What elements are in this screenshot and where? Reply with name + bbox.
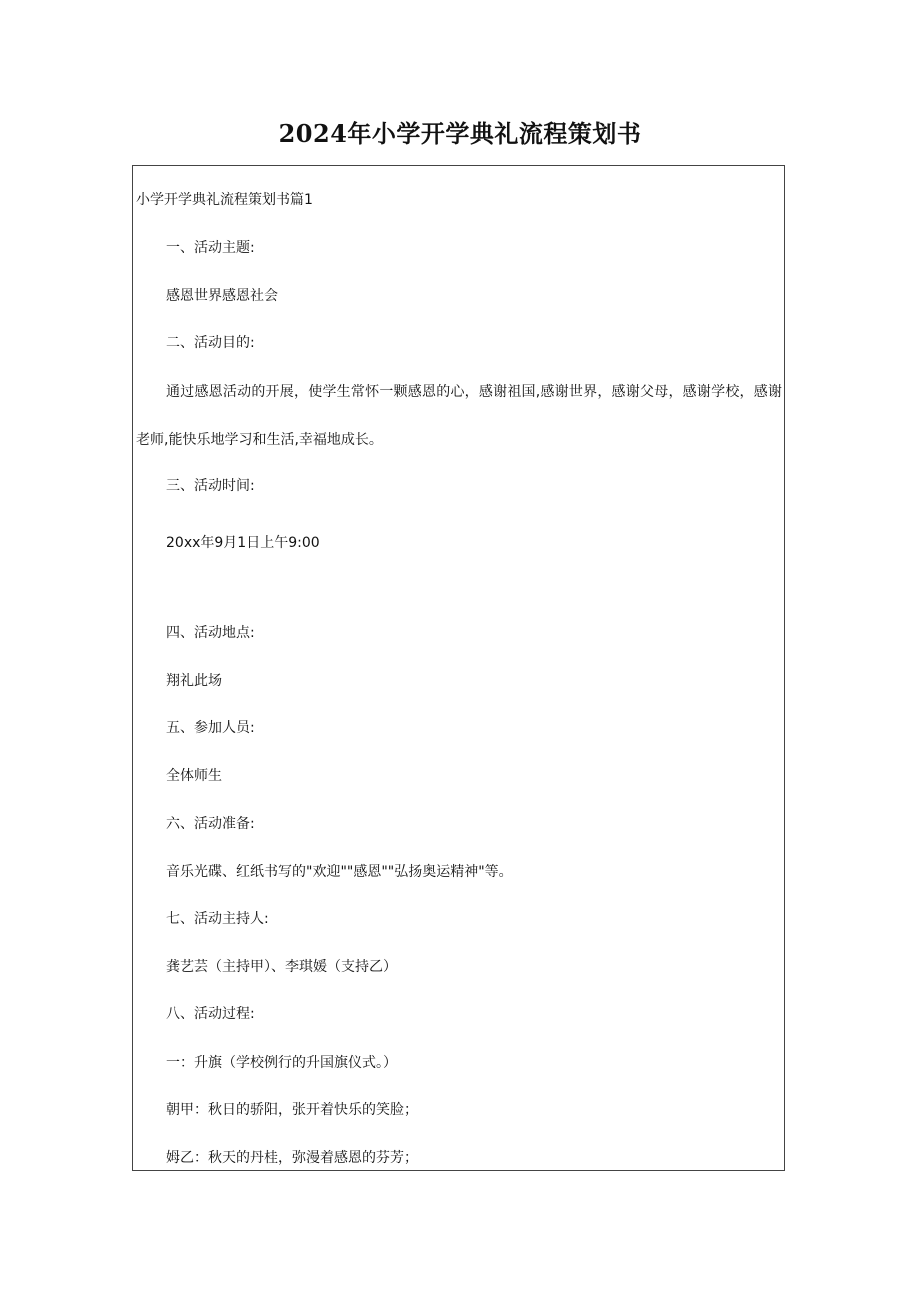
preparation-label: 六、活动准备: (166, 816, 255, 832)
participants-value: 全体师生 (166, 768, 222, 784)
section-heading: 小学开学典礼流程策划书篇1 (136, 192, 313, 208)
theme-label: 一、活动主题: (166, 240, 255, 256)
theme-value: 感恩世界感恩社会 (166, 288, 278, 304)
hosts-value: 龚艺芸（主持甲）、李琪媛（支持乙） (166, 959, 397, 975)
time-value: 20xx年9月1日上午9:00 (166, 535, 320, 551)
document-title: 2024年小学开学典礼流程策划书 (278, 119, 642, 148)
purpose-label: 二、活动目的: (166, 335, 255, 351)
time-label: 三、活动时间: (166, 478, 255, 494)
participants-label: 五、参加人员: (166, 720, 255, 736)
place-value: 翔礼此场 (166, 673, 222, 689)
place-label: 四、活动地点: (166, 625, 255, 641)
preparation-value: 音乐光碟、红纸书写的"欢迎""感恩""弘扬奥运精神"等。 (166, 864, 513, 880)
purpose-paragraph: 通过感恩活动的开展，使学生常怀一颗感恩的心，感谢祖国,感谢世界，感谢父母，感谢学校，感谢老师,能快乐地学习和生活,幸福地成长。 (136, 384, 782, 448)
hosts-label: 七、活动主持人: (166, 911, 269, 927)
document-body (132, 165, 785, 1171)
dialogue-line-b: 姆乙：秋天的丹桂，弥漫着感恩的芬芳； (166, 1150, 418, 1166)
process-label: 八、活动过程: (166, 1006, 255, 1022)
process-step-1: 一：升旗（学校例行的升国旗仪式。） (166, 1055, 397, 1071)
dialogue-line-a: 朝甲：秋日的骄阳，张开着快乐的笑脸； (166, 1102, 418, 1118)
